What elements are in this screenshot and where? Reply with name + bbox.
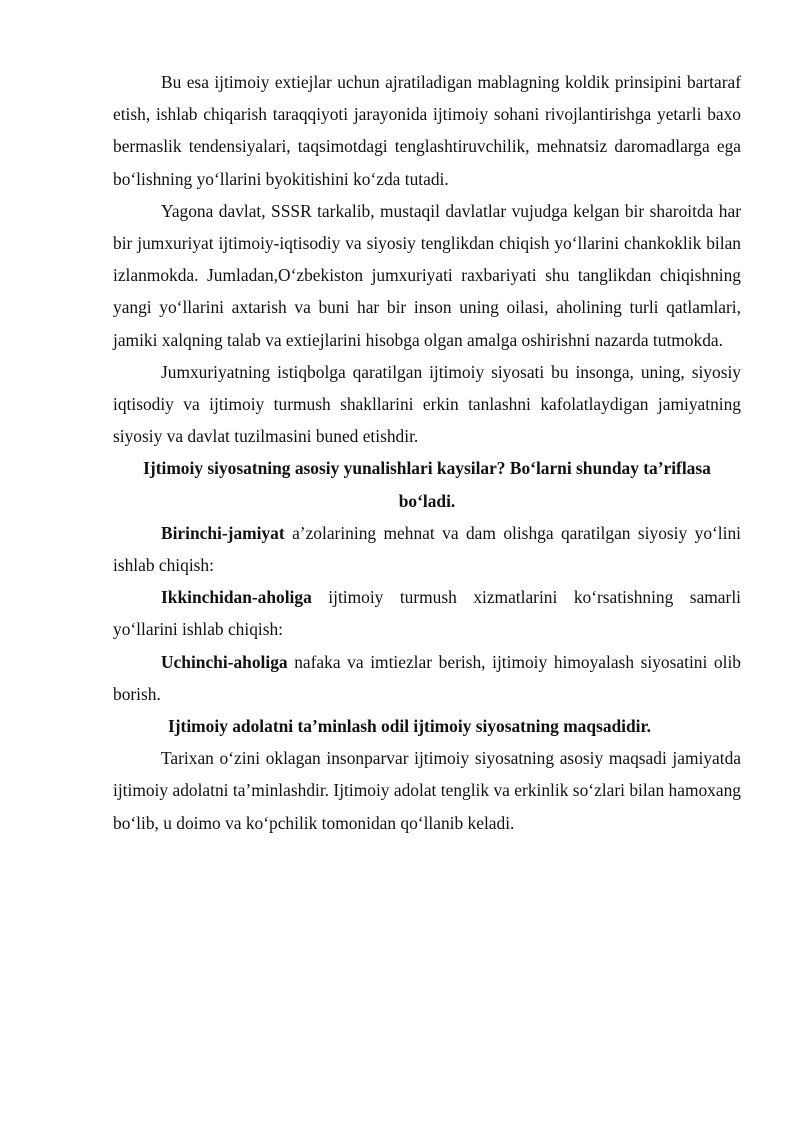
list-item-first-lead: Birinchi-jamiyat xyxy=(161,522,285,543)
list-item-second xyxy=(113,581,741,645)
list-item-third-text: nafaka va imtiezlar berish, ijtimoiy himoyalash siyosatini olib borish. xyxy=(113,651,741,704)
list-item-second-text: ijtimoiy turmush xizmatlarini ko‘rsatishning samarli yo‘llarini ishlab chiqish: xyxy=(113,587,741,640)
paragraph-2: Yagona davlat, SSSR tarkalib, mustaqil davlatlar vujudga kelgan bir sharoitda har bir jumxuriyat ijtimoiy-iqtisodiy va siyosiy tenglikdan chiqish yo‘llarini chankoklik bilan izlanmokda. Jumladan,O‘zbekiston jumxuriyati raxbariyati shu tanglikdan chiqishning yangi yo‘llarini axtarish va buni har bir inson uning oilasi, aholining turli qatlamlari, jamiki xalqning talab va extiejlarini hisobga olgan amalga oshirishni nazarda tutmokda. xyxy=(113,200,741,350)
list-item-first-text: a’zolarining mehnat va dam olishga qaratilgan siyosiy yo‘lini ishlab chiqish: xyxy=(113,522,741,576)
paragraph-4: Tarixan o‘zini oklagan insonparvar ijtimoiy siyosatning asosiy maqsadi jamiyatda ijtimoiy adolatni ta’minlashdir. Ijtimoiy adolat tenglik va erkinlik so‘zlari bilan hamoxang bo‘lib, u doimo va ko‘pchilik tomonidan qo‘llanib keladi. xyxy=(113,748,741,833)
list-item-third xyxy=(113,646,741,710)
paragraph-3: Jumxuriyatning istiqbolga qaratilgan ijtimoiy siyosati bu insonga, uning, siyosiy iqtisodiy va ijtimoiy turmush shakllarini erkin tanlashni kafolatlaydigan jamiyatning siyosiy va davlat tuzilmasini buned etishdir. xyxy=(113,361,741,447)
section-heading-directions: Ijtimoiy siyosatning asosiy yunalishlari kaysilar? Bo‘larni shunday ta’riflasa bo‘ladi. xyxy=(143,458,711,511)
list-item-first xyxy=(113,517,741,581)
list-item-second-lead: Ikkinchidan-aholiga xyxy=(161,587,312,608)
document-page xyxy=(113,66,741,839)
list-item-third-lead: Uchinchi-aholiga xyxy=(161,651,288,672)
section-heading-justice: Ijtimoiy adolatni ta’minlash odil ijtimoiy siyosatning maqsadidir. xyxy=(168,716,651,737)
paragraph-1: Bu esa ijtimoiy extiejlar uchun ajratiladigan mablagning koldik prinsipini bartaraf etish, ishlab chiqarish taraqqiyoti jarayonida ijtimoiy sohani rivojlantirishga yetarli baxo bermaslik tendensiyalari, taqsimotdagi tenglashtiruvchilik, mehnatsiz daromadlarga ega bo‘lishning yo‘llarini byokitishini ko‘zda tutadi. xyxy=(113,72,741,189)
